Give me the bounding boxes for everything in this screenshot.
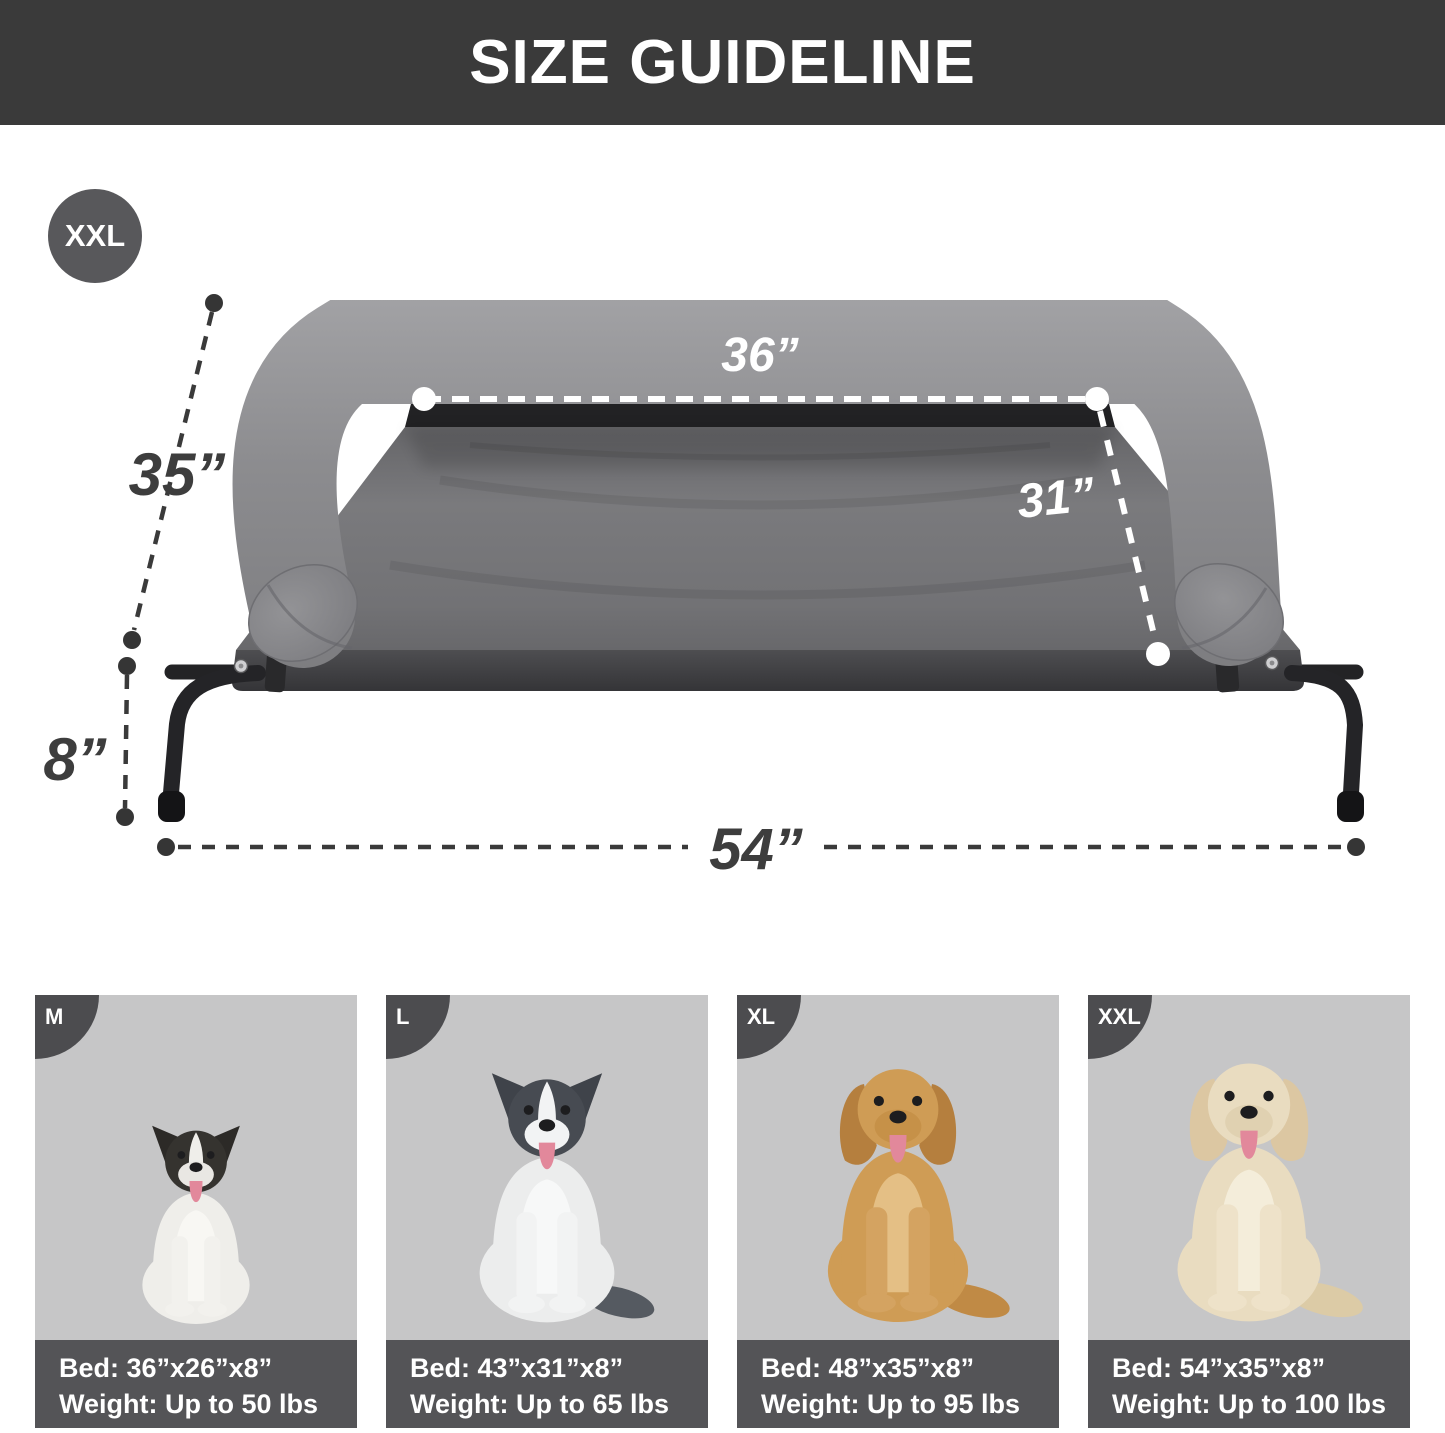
card-caption [1088,1340,1410,1428]
dog-photo-area [1088,995,1410,1340]
size-card-xl [737,995,1059,1428]
frame-legs [158,673,1364,822]
card-caption [386,1340,708,1428]
card-size-label: XXL [1098,1004,1141,1029]
bed-dimensions-text: Bed: 54”x35”x8” [1112,1353,1326,1383]
dimension-label-35: 35” [128,441,226,508]
dimension-leg-height [43,657,136,826]
dimension-dot [116,808,134,826]
dog-image-golden-retriever [771,1050,1026,1331]
dimension-label-8: 8” [43,726,107,793]
dog-photo-area [737,995,1059,1340]
dog-photo-area [386,995,708,1340]
dimension-dot [1146,642,1170,666]
size-card-xxl [1088,995,1410,1428]
weight-limit-text: Weight: Up to 100 lbs [1112,1389,1387,1419]
dimension-dot [118,657,136,675]
dog-image-husky [425,1061,670,1331]
dimension-dot [1085,387,1109,411]
weight-limit-text: Weight: Up to 65 lbs [410,1389,670,1419]
page-title: SIZE GUIDELINE [469,28,976,97]
card-size-label: L [396,1004,410,1029]
dog-photo-area [35,995,357,1340]
size-card-m [35,995,357,1428]
weight-limit-text: Weight: Up to 50 lbs [59,1389,319,1419]
dimension-dot [123,631,141,649]
card-caption [35,1340,357,1428]
dog-image-french-bulldog [99,1116,294,1331]
bed-dimensions-text: Bed: 43”x31”x8” [410,1353,624,1383]
bed-dimensions-text: Bed: 36”x26”x8” [59,1353,273,1383]
size-cards-row [35,995,1410,1428]
card-size-label: XL [747,1004,776,1029]
dimension-dot [1347,838,1365,856]
dog-image-labrador [1119,1044,1379,1330]
size-badge-label: XXL [64,218,126,253]
size-card-l [386,995,708,1428]
dimension-label-31: 31” [1014,468,1098,529]
mesh-front-band [232,650,1304,691]
dimension-dot [157,838,175,856]
dimension-total-width [157,817,1365,882]
dimension-label-54: 54” [709,817,803,882]
dimension-dot [205,294,223,312]
weight-limit-text: Weight: Up to 95 lbs [761,1389,1021,1419]
card-caption [737,1340,1059,1428]
card-size-label: M [45,1004,64,1029]
card-size-badge [35,995,99,1059]
dimension-dot [412,387,436,411]
dimension-label-36: 36” [721,329,799,382]
dimension-height [123,294,225,649]
bed-dimensions-text: Bed: 48”x35”x8” [761,1353,975,1383]
card-size-badge [386,995,450,1059]
